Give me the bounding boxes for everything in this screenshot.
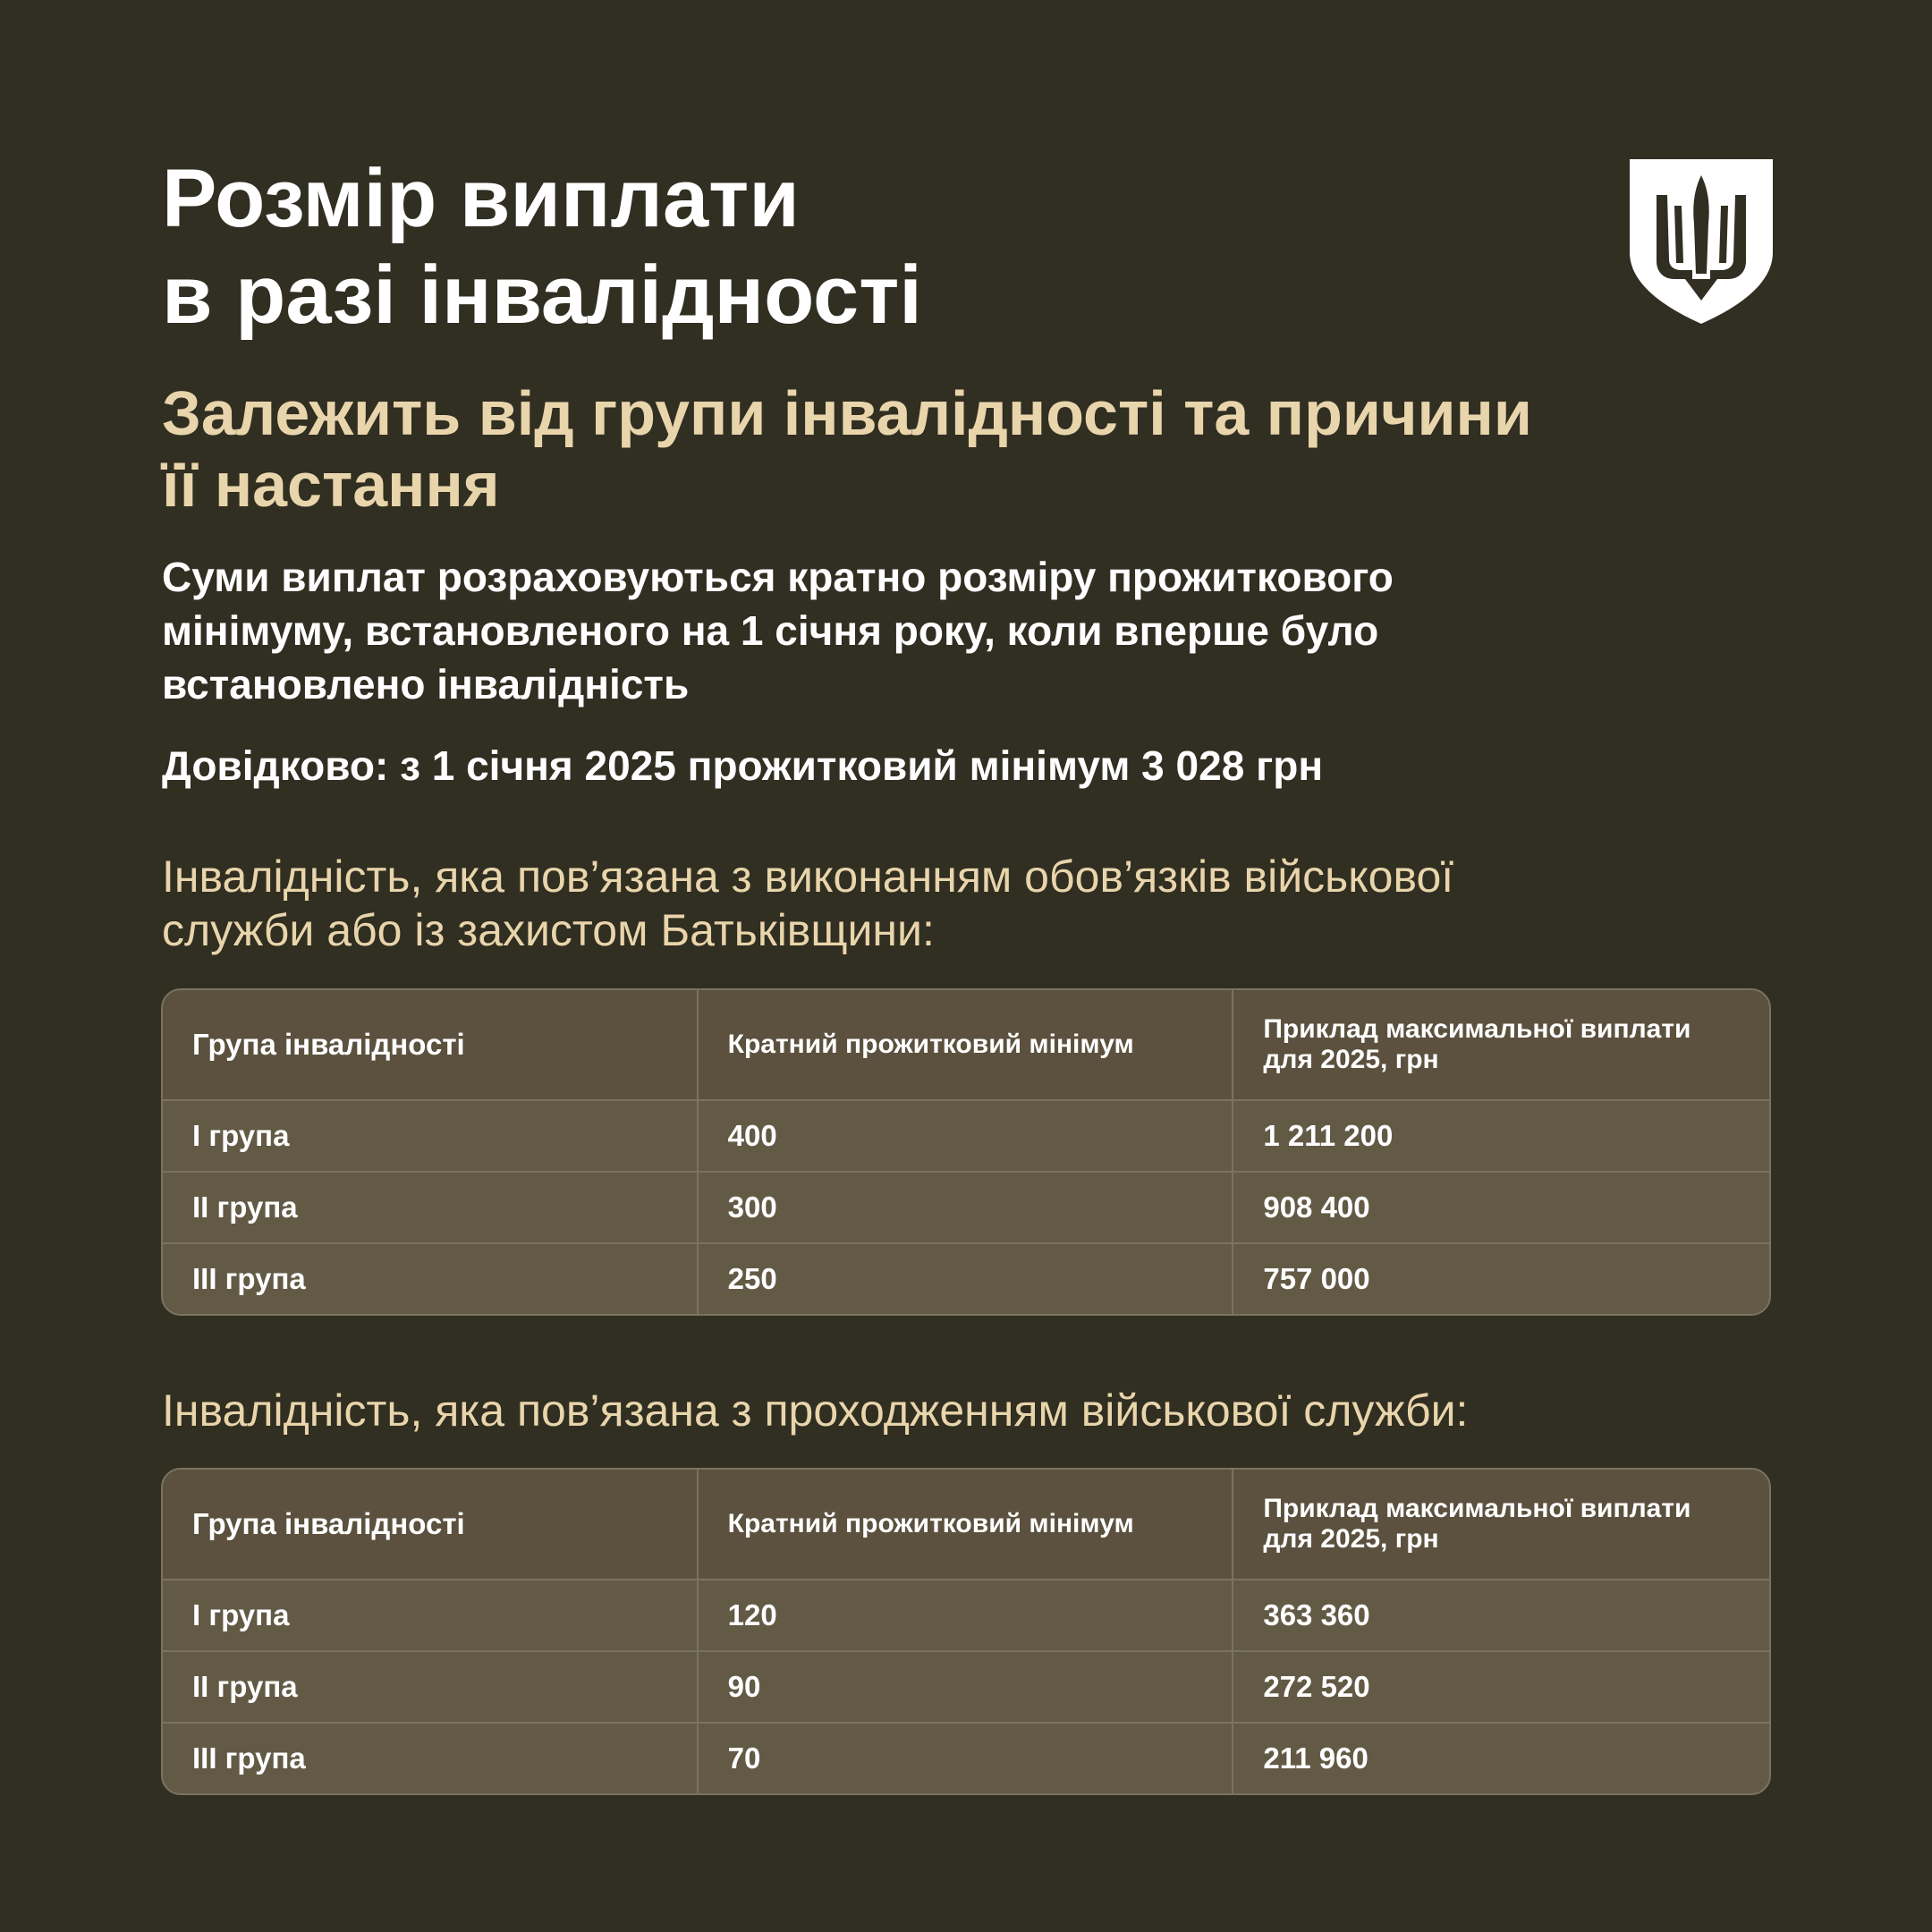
cell-multiplier: 300 (699, 1173, 1234, 1242)
cell-example: 272 520 (1263, 1670, 1370, 1703)
header-multiplier: Кратний прожитковий мінімум (699, 990, 1234, 1099)
cell-multiplier: 70 (699, 1724, 1234, 1793)
section-heading-service (162, 1384, 1772, 1437)
cell-multiplier: 90 (699, 1652, 1234, 1722)
cell-group: II група (163, 1173, 699, 1242)
table-row (163, 1580, 1769, 1652)
table-row (163, 1101, 1769, 1173)
description-line-1: Суми виплат розраховуються кратно розміру прожиткового (162, 554, 1394, 600)
subtitle-line-1: Залежить від групи інвалідності та причини (162, 378, 1532, 448)
subtitle-line-2: її настання (162, 450, 500, 520)
header-example (1233, 990, 1769, 1099)
section-heading-line-1: Інвалідність, яка пов’язана з виконанням обов’язків військової (162, 852, 1454, 902)
section-heading-duty (162, 850, 1772, 957)
header-example (1233, 1470, 1769, 1579)
cell-example: 363 360 (1263, 1598, 1370, 1631)
page-title-line-1: Розмір виплати (162, 153, 800, 244)
cell-group: I група (163, 1101, 699, 1171)
header-example-line-1: Приклад максимальної виплати (1263, 1494, 1691, 1523)
cell-multiplier: 250 (699, 1244, 1234, 1314)
description-line-3: встановлено інвалідність (162, 661, 690, 708)
header-group: Група інвалідності (163, 1470, 699, 1579)
cell-group: II група (163, 1652, 699, 1722)
table-row (163, 1652, 1769, 1724)
trident-shield-icon (1630, 159, 1773, 324)
table-row (163, 1244, 1769, 1314)
header-multiplier: Кратний прожитковий мінімум (699, 1470, 1234, 1579)
cell-multiplier: 120 (699, 1580, 1234, 1650)
cell-group: III група (163, 1724, 699, 1793)
cell-example: 1 211 200 (1263, 1119, 1394, 1152)
cell-multiplier: 400 (699, 1101, 1234, 1171)
table-row (163, 1173, 1769, 1244)
table-header-row (163, 1470, 1769, 1580)
table-row (163, 1724, 1769, 1793)
description (162, 550, 1772, 711)
payment-table-duty (161, 988, 1771, 1316)
subtitle (162, 377, 1772, 521)
reference-note: Довідково: з 1 січня 2025 прожитковий мінімум 3 028 грн (162, 742, 1324, 789)
header-example-line-2: для 2025, грн (1263, 1045, 1439, 1074)
payment-table-service (161, 1468, 1771, 1795)
page-title-line-2: в разі інвалідності (162, 250, 922, 341)
cell-example: 757 000 (1263, 1262, 1370, 1295)
header-group: Група інвалідності (163, 990, 699, 1099)
description-line-2: мінімуму, встановленого на 1 січня року, коли вперше було (162, 607, 1379, 654)
cell-example: 908 400 (1263, 1191, 1370, 1224)
cell-example: 211 960 (1263, 1741, 1368, 1775)
section-heading-line-2: служби або із захистом Батьківщини: (162, 905, 935, 955)
header-example-line-1: Приклад максимальної виплати (1263, 1014, 1691, 1044)
header-example-line-2: для 2025, грн (1263, 1524, 1439, 1554)
table-header-row (163, 990, 1769, 1101)
page-title (162, 150, 1504, 343)
cell-group: III група (163, 1244, 699, 1314)
cell-group: I група (163, 1580, 699, 1650)
section-heading-line-1: Інвалідність, яка пов’язана з проходженням військової служби: (162, 1385, 1469, 1436)
